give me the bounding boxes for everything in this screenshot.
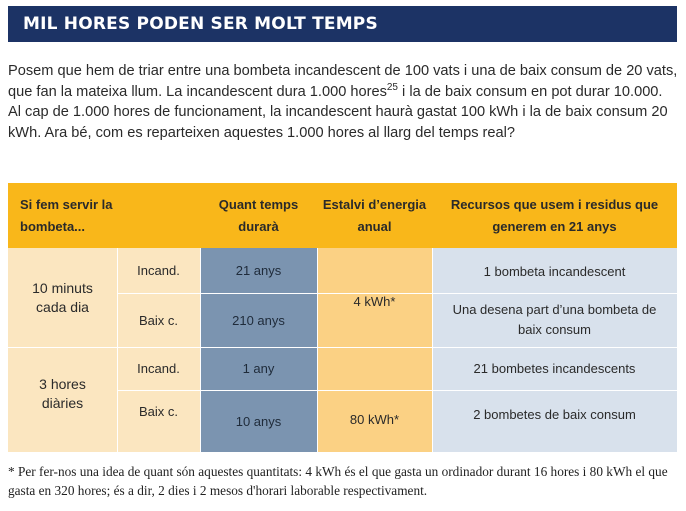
intro-paragraph — [8, 61, 678, 143]
header-use: Si fem servir la bombeta... — [8, 183, 200, 248]
group-label: 3 hores diàries — [8, 347, 117, 452]
duration-value: 210 anys — [200, 293, 317, 347]
lamp-type: Incand. — [117, 347, 200, 390]
row-divider — [117, 390, 677, 391]
savings-value: 80 kWh* — [317, 347, 432, 452]
column-divider — [200, 248, 201, 452]
row-divider — [117, 293, 677, 294]
resources-value: 21 bombetes incandescents — [432, 347, 677, 390]
savings-value: 4 kWh* — [317, 248, 432, 347]
intro-text-end: i la de baix consum en pot durar 10.000. Al cap de 1.000 hores de funcionament, la incandescent haurà gastat 100 kWh i la de baix consum 20 kWh. Ara bé, com es reparteixen aquestes 1.000 hores al llarg del temps real? — [8, 83, 668, 141]
duration-value: 10 anys — [200, 390, 317, 452]
column-divider — [317, 248, 318, 452]
footnote: * Per fer-nos una idea de quant són aquestes quantitats: 4 kWh és el que gasta un ordinador durant 16 hores i 80 kWh el que gasta en 320 hores; és a dir, 2 dies i 2 mesos d'horari laborable respectivament. — [8, 464, 668, 498]
lamp-type: Baix c. — [117, 390, 200, 452]
header-savings: Estalvi d’energia anual — [317, 183, 432, 248]
duration-value: 21 anys — [200, 248, 317, 293]
header-resources: Recursos que usem i residus que generem en 21 anys — [432, 183, 677, 248]
group-label: 10 minuts cada dia — [8, 248, 117, 347]
duration-value: 1 any — [200, 347, 317, 390]
comparison-table — [8, 183, 677, 452]
group-divider — [8, 347, 677, 348]
lamp-type: Incand. — [117, 248, 200, 293]
lamp-type: Baix c. — [117, 293, 200, 347]
footnote-reference: 25 — [386, 81, 398, 93]
intro-text-start: Posem que hem de triar entre una bombeta incandescent de 100 vats i una de baix consum de 20 vats, que fan la mateixa llum. La incandescent dura 1.000 hores — [8, 63, 678, 100]
resources-value: Una desena part d’una bombeta de baix consum — [432, 293, 677, 347]
column-divider — [432, 248, 433, 452]
header-duration: Quant temps durarà — [200, 183, 317, 248]
resources-value: 1 bombeta incandescent — [432, 248, 677, 293]
section-title: MIL HORES PODEN SER MOLT TEMPS — [8, 6, 677, 42]
resources-value: 2 bombetes de baix consum — [432, 390, 677, 452]
column-divider — [117, 248, 118, 452]
